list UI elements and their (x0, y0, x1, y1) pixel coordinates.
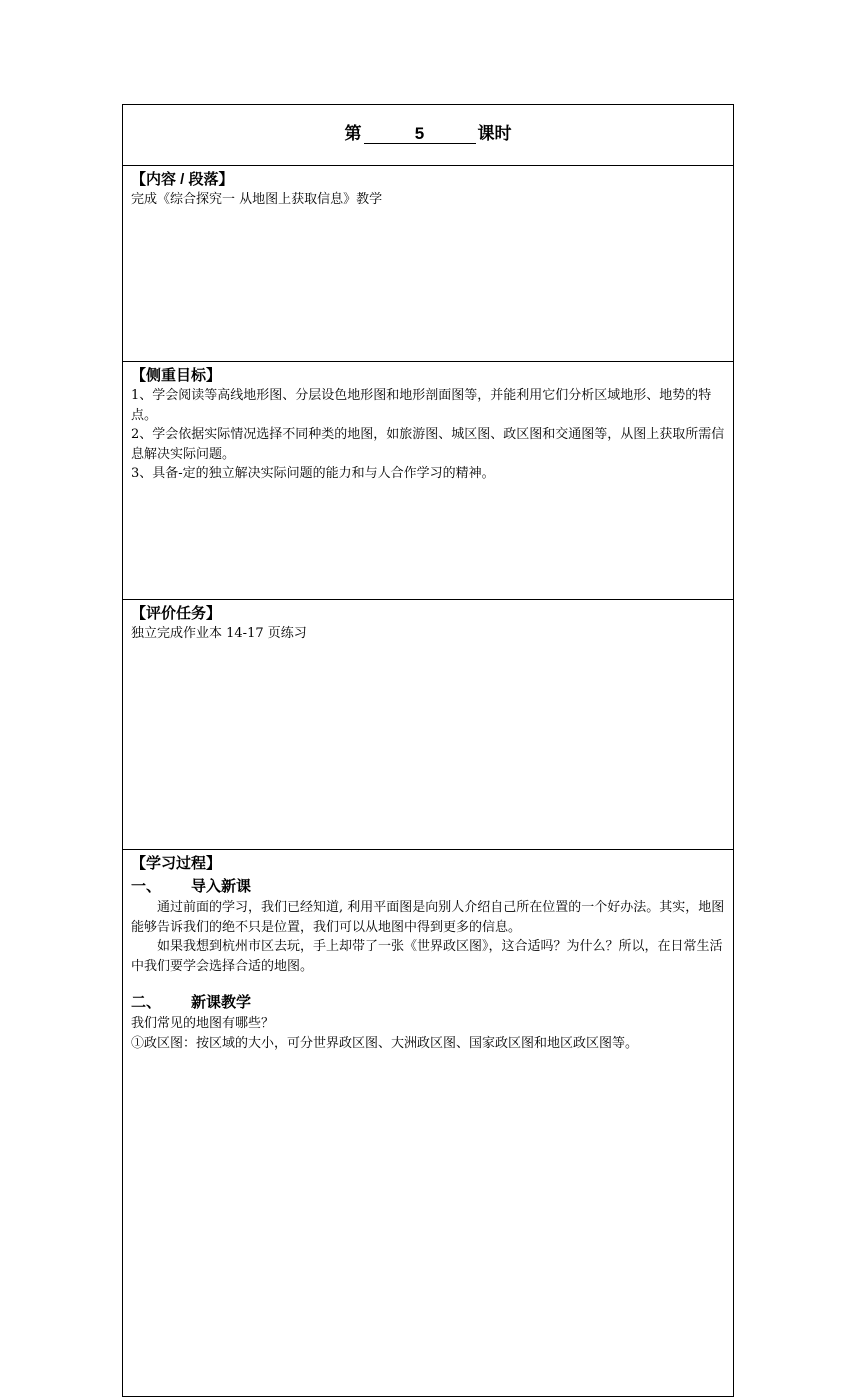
goals-row (123, 362, 733, 600)
lesson-number: 5 (364, 124, 476, 144)
section-1-paragraph-2: 如果我想到杭州市区去玩，手上却带了一张《世界政区图》，这合适吗？为什么？所以，在日常生活中我们要学会选择合适的地图。 (131, 939, 723, 974)
title-prefix: 第 (344, 124, 362, 143)
evaluation-row (123, 600, 733, 850)
section-1-heading (131, 876, 725, 898)
section-1-title: 导入新课 (191, 878, 252, 895)
section-2-question: 我们常见的地图有哪些？ (131, 1016, 275, 1031)
section-2-item-1: ①政区图：按区域的大小，可分世界政区图、大洲政区图、国家政区图和地区政区图等。 (131, 1035, 639, 1051)
title-suffix: 课时 (477, 124, 512, 143)
goal-item-2: 2、学会依据实际情况选择不同种类的地图，如旅游图、城区图、政区图和交通图等，从图上获取所需信息解决实际问题。 (131, 427, 725, 462)
lesson-plan-table (122, 104, 734, 1397)
goal-item-1: 1、学会阅读等高线地形图、分层设色地形图和地形剖面图等，并能利用它们分析区域地形、地势的特点。 (131, 388, 712, 423)
section-2-number: 二、 (131, 994, 162, 1011)
section-2-heading (131, 992, 725, 1014)
goals-heading: 【侧重目标】 (131, 367, 222, 384)
content-heading: 【内容 / 段落】 (131, 171, 234, 188)
section-1-paragraph-1: 通过前面的学习，我们已经知道, 利用平面图是向别人介绍自己所在位置的一个好办法。其实，地图能够告诉我们的绝不只是位置，我们可以从地图中得到更多的信息。 (131, 900, 725, 935)
evaluation-heading: 【评价任务】 (131, 605, 222, 622)
process-heading: 【学习过程】 (131, 855, 222, 872)
goal-item-3: 3、具备-定的独立解决实际问题的能力和与人合作学习的精神。 (131, 466, 495, 481)
lesson-title (123, 119, 733, 144)
content-text: 完成《综合探究一 从地图上获取信息》教学 (131, 192, 383, 207)
section-1-number: 一、 (131, 878, 162, 895)
section-2-title: 新课教学 (191, 994, 252, 1011)
content-row (123, 166, 733, 362)
lesson-number-row (123, 105, 733, 166)
process-row (123, 850, 733, 1396)
evaluation-text: 独立完成作业本 14-17 页练习 (131, 626, 307, 641)
